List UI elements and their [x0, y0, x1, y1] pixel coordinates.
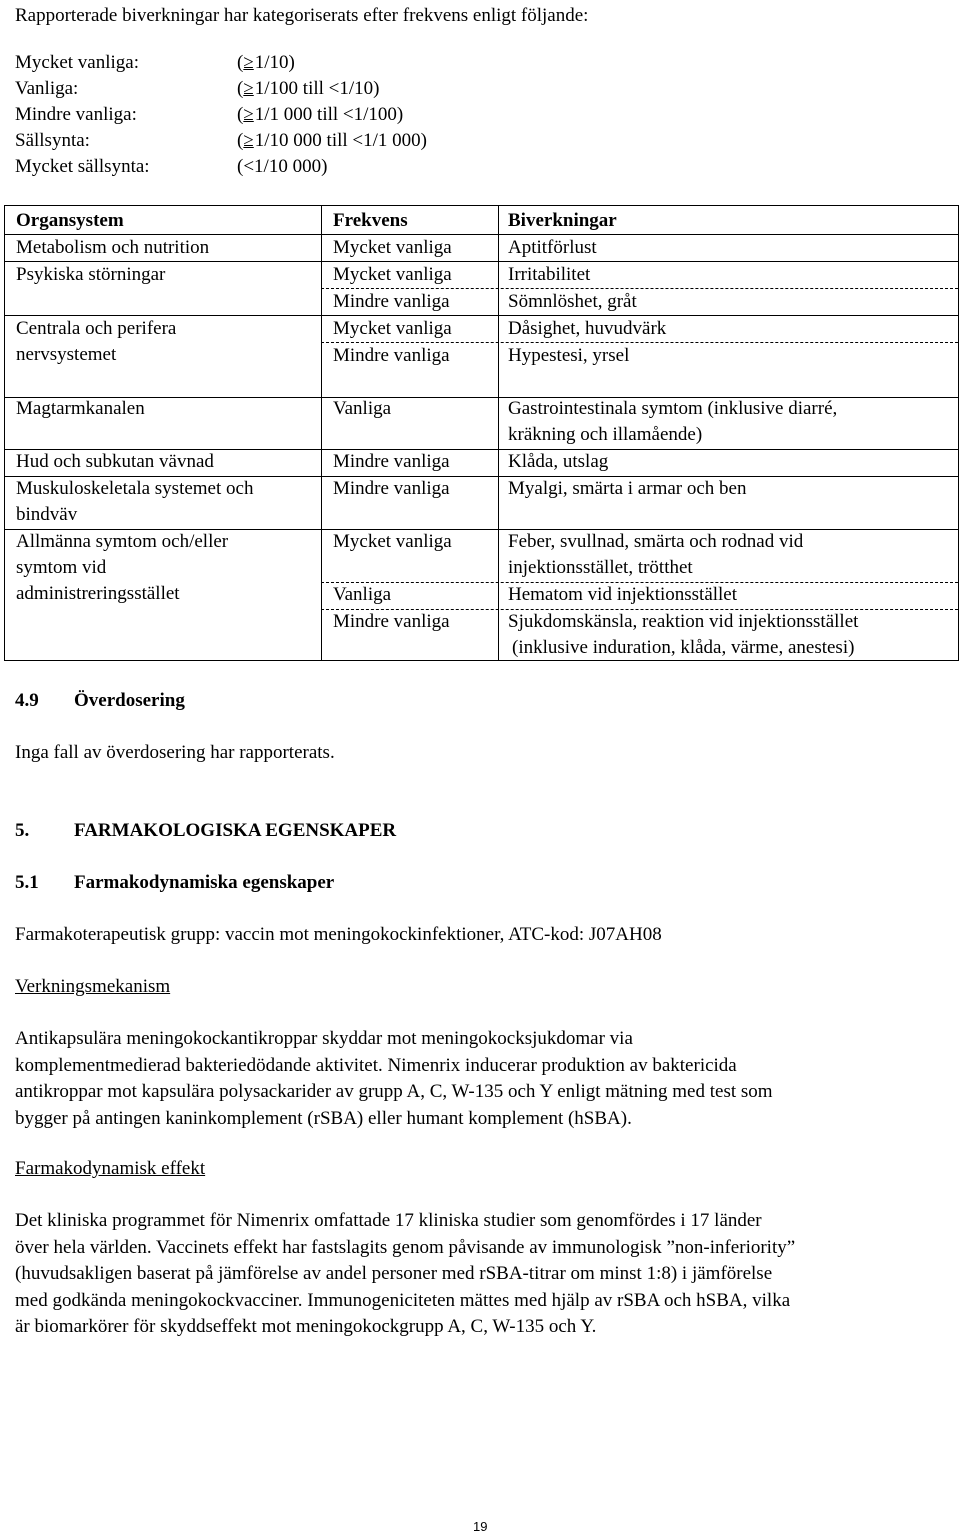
mechanism-paragraph — [15, 1026, 950, 1132]
effect-cell: injektionsstället, trötthet — [508, 557, 693, 578]
effect-cell: Dåsighet, huvudvärk — [508, 318, 667, 339]
section-title: FARMAKOLOGISKA EGENSKAPER — [74, 820, 397, 841]
frequency-cell: Mycket vanliga — [333, 264, 452, 285]
section-title: Farmakodynamiska egenskaper — [74, 872, 335, 893]
subheading: Farmakodynamisk effekt — [15, 1158, 206, 1179]
section-number: 5.1 — [15, 872, 39, 893]
effect-paragraph — [15, 1208, 950, 1341]
frequency-cell: Mindre vanliga — [333, 345, 450, 366]
atc-line: Farmakoterapeutisk grupp: vaccin mot meningokockinfektioner, ATC-kod: J07AH08 — [15, 924, 662, 945]
frequency-range: 1/10) — [254, 52, 295, 73]
header-organsystem: Organsystem — [16, 210, 124, 231]
frequency-cell: Mindre vanliga — [333, 611, 450, 632]
section-number: 5. — [15, 820, 30, 841]
frequency-range: 1/100 till <1/10) — [254, 78, 380, 99]
effect-cell: Aptitförlust — [508, 237, 597, 258]
organ-cell: Metabolism och nutrition — [16, 237, 210, 258]
organ-cell: Psykiska störningar — [16, 264, 166, 285]
page-number: 19 — [473, 1519, 488, 1534]
effect-cell: Klåda, utslag — [508, 451, 609, 472]
geq-symbol: ≥ — [243, 52, 254, 73]
column-divider — [321, 206, 322, 660]
organ-cell: Centrala och perifera — [16, 318, 177, 339]
frequency-cell: Mycket vanliga — [333, 531, 452, 552]
effect-cell: Feber, svullnad, smärta och rodnad vid — [508, 531, 804, 552]
paragraph-line: Antikapsulära meningokockantikroppar skyddar mot meningokocksjukdomar via — [15, 1028, 633, 1049]
frequency-label: Mycket sällsynta: — [15, 156, 150, 177]
intro-text: Rapporterade biverkningar har kategoriserats efter frekvens enligt följande: — [15, 5, 589, 26]
organ-cell: Hud och subkutan vävnad — [16, 451, 214, 472]
organ-cell: nervsystemet — [16, 344, 117, 365]
organ-cell: administreringsstället — [16, 583, 180, 604]
frequency-cell: Mindre vanliga — [333, 478, 450, 499]
paragraph-line: över hela världen. Vaccinets effekt har fastslagits genom påvisande av immunologisk ”non-inferiority” — [15, 1236, 796, 1258]
paragraph-line: antikroppar mot kapsulära polysackarider av grupp A, C, W-135 och Y enligt mätning med test som — [15, 1081, 773, 1102]
adverse-reactions-table — [4, 205, 959, 661]
paragraph-line: komplementmedierad bakteriedödande aktivitet. Nimenrix inducerar produktion av baktericida — [15, 1054, 737, 1076]
frequency-label: Mycket vanliga: — [15, 52, 139, 73]
column-divider — [498, 206, 499, 660]
effect-cell: (inklusive induration, klåda, värme, anestesi) — [512, 637, 855, 658]
geq-symbol: ≥ — [243, 130, 254, 151]
organ-cell: Muskuloskeletala systemet och — [16, 478, 254, 499]
organ-cell: bindväv — [16, 504, 78, 525]
effect-cell: Myalgi, smärta i armar och ben — [508, 478, 747, 499]
effect-cell: Hematom vid injektionsstället — [508, 584, 738, 605]
paragraph-line: Det kliniska programmet för Nimenrix omfattade 17 kliniska studier som genomfördes i 17 länder — [15, 1210, 762, 1231]
section-title: Överdosering — [74, 690, 185, 711]
frequency-cell: Mindre vanliga — [333, 291, 450, 312]
section-number: 4.9 — [15, 690, 39, 711]
effect-cell: Irritabilitet — [508, 264, 591, 285]
frequency-cell: Vanliga — [333, 398, 392, 419]
frequency-cell: Mycket vanliga — [333, 237, 452, 258]
paragraph-line: är biomarkörer för skyddseffekt mot meningokockgrupp A, C, W-135 och Y. — [15, 1316, 597, 1337]
effect-cell: kräkning och illamående) — [508, 424, 703, 445]
effect-cell: Hypestesi, yrsel — [508, 345, 630, 366]
effect-cell: Sjukdomskänsla, reaktion vid injektionsstället — [508, 611, 859, 632]
paragraph-line: (huvudsakligen baserat på jämförelse av andel personer med rSBA-titrar om minst 1:8) i jämförelse — [15, 1263, 773, 1284]
geq-symbol: ≥ — [243, 78, 254, 99]
frequency-cell: Mycket vanliga — [333, 318, 452, 339]
subheading: Verkningsmekanism — [15, 976, 171, 997]
header-frekvens: Frekvens — [333, 210, 408, 231]
frequency-range: (<1/10 000) — [237, 156, 328, 177]
frequency-label: Vanliga: — [15, 78, 79, 99]
geq-symbol: ≥ — [243, 104, 254, 125]
frequency-cell: Mindre vanliga — [333, 451, 450, 472]
frequency-range: 1/10 000 till <1/1 000) — [254, 130, 427, 151]
organ-cell: symtom vid — [16, 557, 107, 578]
organ-cell: Magtarmkanalen — [16, 398, 145, 419]
frequency-label: Mindre vanliga: — [15, 104, 137, 125]
effect-cell: Gastrointestinala symtom (inklusive diarré, — [508, 398, 838, 419]
effect-cell: Sömnlöshet, gråt — [508, 291, 637, 312]
header-biverkningar: Biverkningar — [508, 210, 617, 231]
overdose-text: Inga fall av överdosering har rapporterats. — [15, 742, 335, 763]
paragraph-line: bygger på antingen kaninkomplement (rSBA) eller humant komplement (hSBA). — [15, 1107, 632, 1129]
frequency-label: Sällsynta: — [15, 130, 90, 151]
frequency-cell: Vanliga — [333, 584, 392, 605]
paragraph-line: med godkända meningokockvacciner. Immunogeniciteten mättes med hjälp av rSBA och hSBA, vilka — [15, 1289, 791, 1311]
frequency-range: 1/1 000 till <1/100) — [254, 104, 404, 125]
organ-cell: Allmänna symtom och/eller — [16, 531, 229, 552]
